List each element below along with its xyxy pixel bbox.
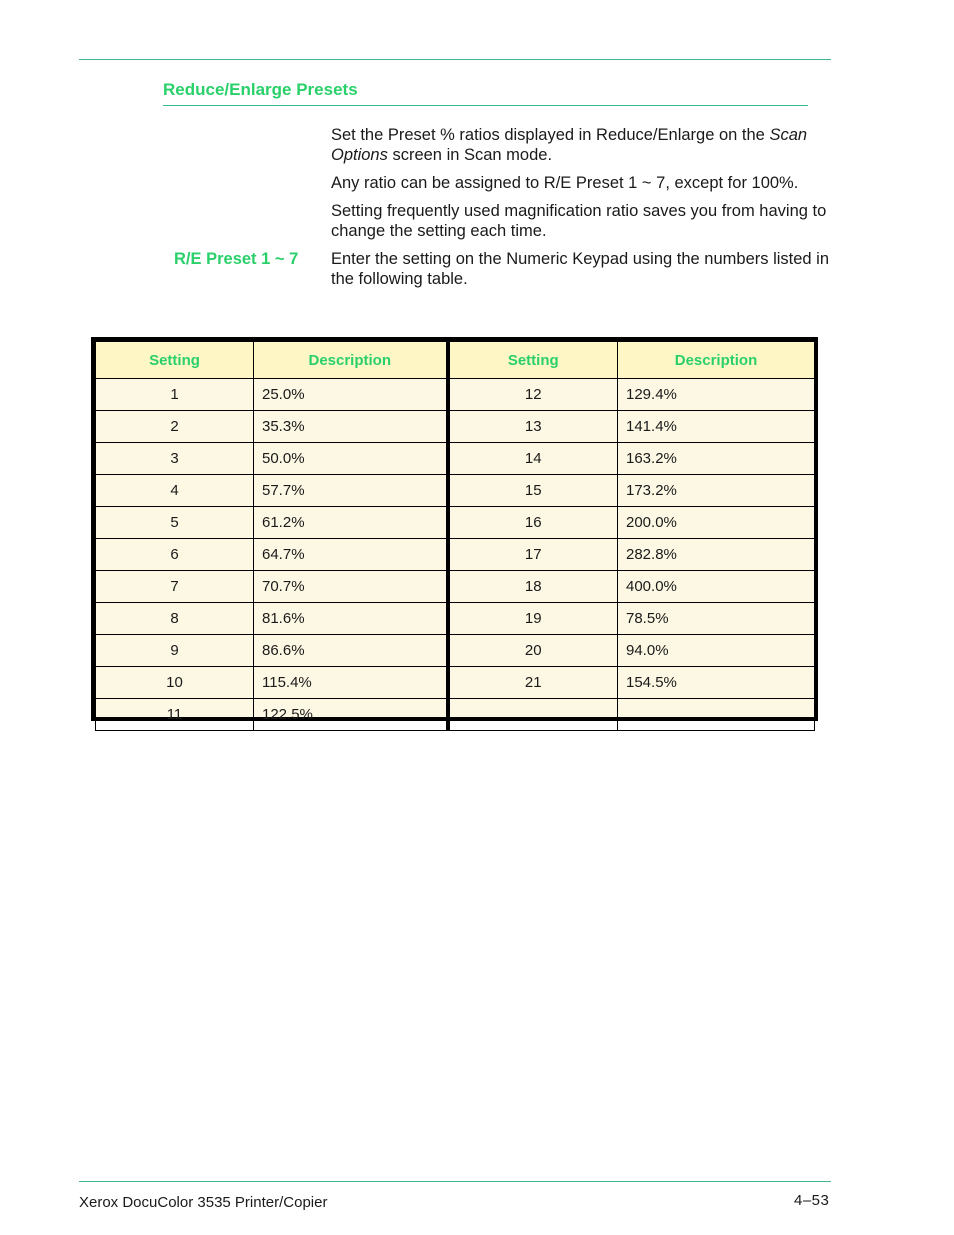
header-description-left: Description bbox=[254, 342, 448, 379]
setting-cell: 21 bbox=[448, 667, 618, 699]
setting-cell: 13 bbox=[448, 411, 618, 443]
description-cell: 200.0% bbox=[618, 507, 815, 539]
table-row bbox=[96, 603, 815, 635]
section-title: Reduce/Enlarge Presets bbox=[163, 80, 358, 99]
setting-cell: 2 bbox=[96, 411, 254, 443]
intro-paragraph-3: Setting frequently used magnification ratio saves you from having to change the setting each time. bbox=[331, 202, 827, 240]
table-row bbox=[96, 443, 815, 475]
re-preset-description: Enter the setting on the Numeric Keypad using the numbers listed in the following table. bbox=[331, 250, 830, 288]
table-row bbox=[96, 571, 815, 603]
setting-cell: 15 bbox=[448, 475, 618, 507]
bottom-rule bbox=[79, 1181, 831, 1182]
description-cell: 70.7% bbox=[254, 571, 448, 603]
description-cell: 25.0% bbox=[254, 379, 448, 411]
table-row bbox=[96, 635, 815, 667]
re-preset-label: R/E Preset 1 ~ 7 bbox=[174, 250, 299, 268]
intro-paragraph-1 bbox=[331, 125, 831, 165]
setting-cell: 11 bbox=[96, 699, 254, 731]
description-cell: 400.0% bbox=[618, 571, 815, 603]
table-row bbox=[96, 667, 815, 699]
description-cell: 282.8% bbox=[618, 539, 815, 571]
description-cell: 61.2% bbox=[254, 507, 448, 539]
table-row bbox=[96, 507, 815, 539]
setting-cell: 8 bbox=[96, 603, 254, 635]
description-cell: 78.5% bbox=[618, 603, 815, 635]
description-cell: 35.3% bbox=[254, 411, 448, 443]
setting-cell: 4 bbox=[96, 475, 254, 507]
setting-cell: 6 bbox=[96, 539, 254, 571]
description-cell: 129.4% bbox=[618, 379, 815, 411]
table-row bbox=[96, 379, 815, 411]
preset-table bbox=[95, 341, 815, 731]
table-row bbox=[96, 539, 815, 571]
description-cell: 163.2% bbox=[618, 443, 815, 475]
setting-cell: 5 bbox=[96, 507, 254, 539]
title-underline bbox=[163, 105, 808, 106]
intro-text-1a: Set the Preset % ratios displayed in Reduce/Enlarge on the bbox=[331, 126, 770, 144]
setting-cell: 9 bbox=[96, 635, 254, 667]
description-cell: 141.4% bbox=[618, 411, 815, 443]
setting-cell: 14 bbox=[448, 443, 618, 475]
top-rule bbox=[79, 59, 831, 60]
description-cell: 94.0% bbox=[618, 635, 815, 667]
setting-cell: 16 bbox=[448, 507, 618, 539]
table-header-row bbox=[96, 342, 815, 379]
description-cell: 81.6% bbox=[254, 603, 448, 635]
intro-text-1b: screen in Scan mode. bbox=[387, 146, 553, 164]
header-setting-left: Setting bbox=[96, 342, 254, 379]
setting-cell: 1 bbox=[96, 379, 254, 411]
description-cell: 122.5% bbox=[254, 699, 448, 731]
setting-cell: 18 bbox=[448, 571, 618, 603]
header-setting-right: Setting bbox=[448, 342, 618, 379]
description-cell: 64.7% bbox=[254, 539, 448, 571]
description-cell: 50.0% bbox=[254, 443, 448, 475]
description-cell: 173.2% bbox=[618, 475, 815, 507]
intro-paragraph-2: Any ratio can be assigned to R/E Preset 1 ~ 7, except for 100%. bbox=[331, 174, 799, 192]
header-description-right: Description bbox=[618, 342, 815, 379]
description-cell: 86.6% bbox=[254, 635, 448, 667]
preset-table-frame bbox=[91, 337, 818, 721]
setting-cell: 17 bbox=[448, 539, 618, 571]
description-cell: 154.5% bbox=[618, 667, 815, 699]
setting-cell: 7 bbox=[96, 571, 254, 603]
description-cell: 57.7% bbox=[254, 475, 448, 507]
setting-cell: 12 bbox=[448, 379, 618, 411]
setting-cell: 19 bbox=[448, 603, 618, 635]
setting-cell: 20 bbox=[448, 635, 618, 667]
description-cell bbox=[618, 699, 815, 731]
setting-cell: 3 bbox=[96, 443, 254, 475]
table-row bbox=[96, 475, 815, 507]
scan-options-emphasis: Scan Options bbox=[331, 126, 808, 164]
footer-product-name: Xerox DocuColor 3535 Printer/Copier bbox=[79, 1194, 328, 1211]
table-row bbox=[96, 699, 815, 731]
setting-cell: 10 bbox=[96, 667, 254, 699]
description-cell: 115.4% bbox=[254, 667, 448, 699]
setting-cell bbox=[448, 699, 618, 731]
table-row bbox=[96, 411, 815, 443]
footer-page-number: 4–53 bbox=[794, 1192, 830, 1209]
